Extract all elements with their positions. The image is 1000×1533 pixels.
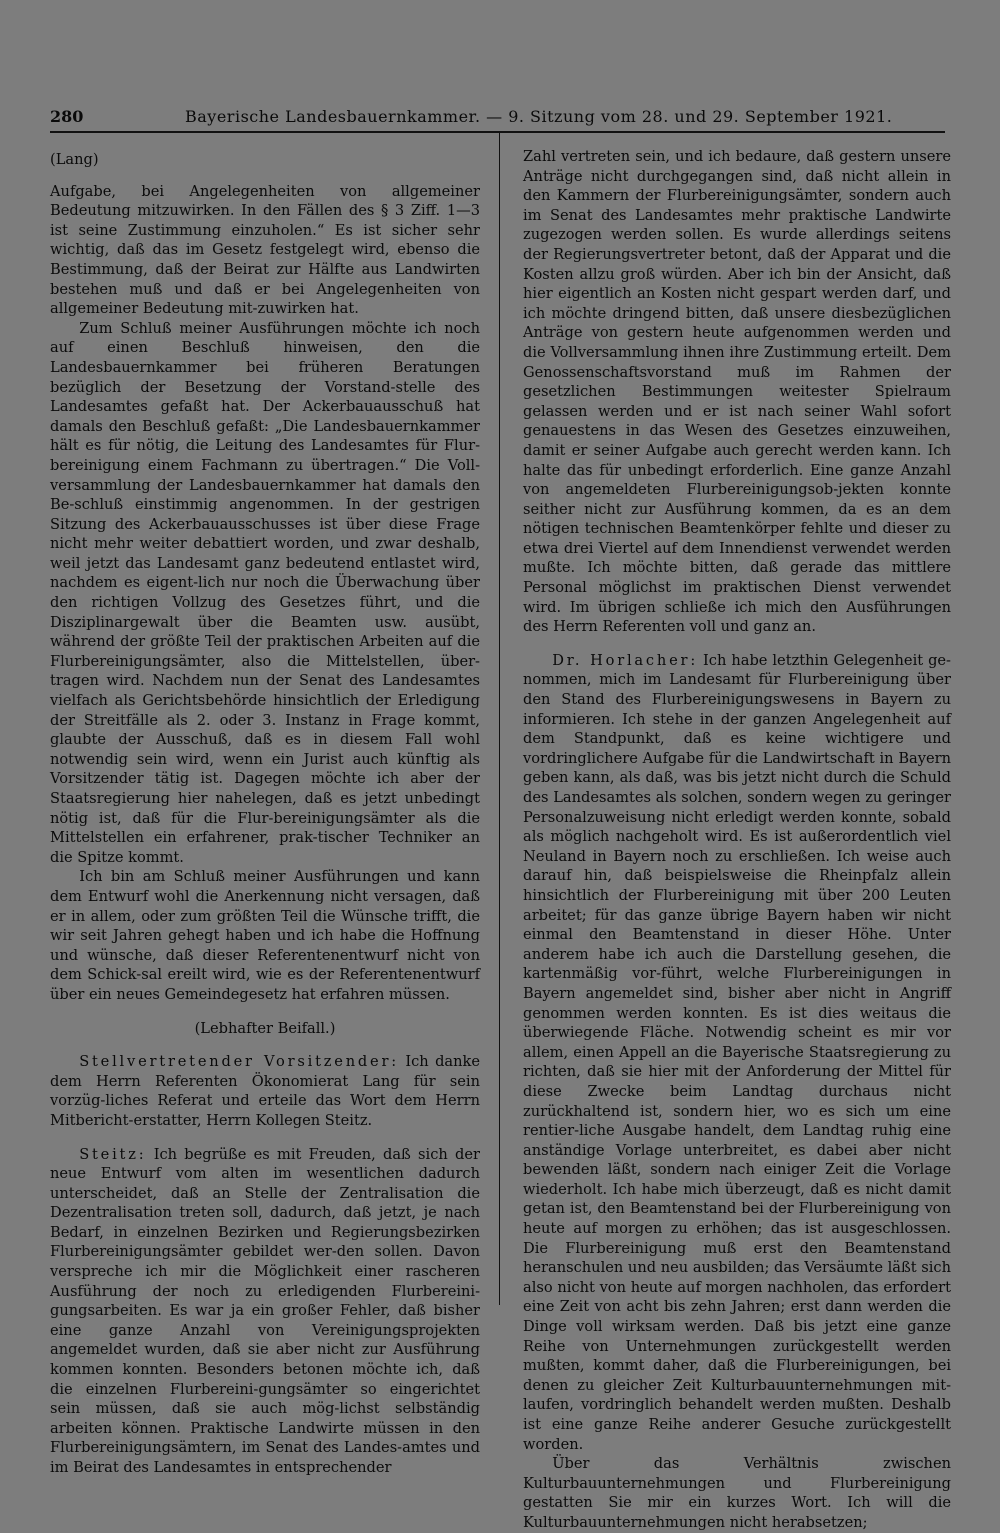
- paragraph-text: Ich habe letzthin Gelegenheit ge-nommen, mich im Landesamt für Flurbereinigung über den Stand des Flurbereinigungswesens in Bayern zu informieren. Ich stehe in der ganzen Angelegenheit auf dem Standpunkt, daß es keine wichtigere und vordringlichere Aufgabe für die Landwirtschaft in Bayern geben kann, als daß, was bis jetzt nicht durch die Schuld des Landesamtes als solchen, sondern wegen zu geringer Personalzuweisung nicht erledigt werden konnte, sobald als möglich nachgeholt wird. Es ist außerordentlich viel Neuland in Bayern noch zu erschließen. Ich weise auch darauf hin, daß beispielsweise die Rheinpfalz allein hinsichtlich der Flurbereinigung mit über 200 Leuten arbeitet; für das ganze übrige Bayern haben wir nicht einmal den Beamtenstand in dieser Höhe. Unter anderem habe ich auch die Darstellung gesehen, die kartenmäßig vor-führt, welche Flurbereinigungen in Bayern angemeldet sind, bisher aber nicht in Angriff genommen werden konnten. Es ist dies weitaus die überwiegende Fläche. Notwendig scheint es mir vor allem, einen Appell an die Bayerische Staatsregierung zu richten, daß sie hier mit der Anforderung der Mittel für diese Zwecke beim Landtag durchaus nicht zurückhaltend ist, sondern hier, wo es sich um eine rentier-liche Ausgabe handelt, dem Landtag ruhig eine anständige Vorlage unterbreitet, es dabei aber nicht bewenden läßt, sondern nach einiger Zeit die Vorlage wiederholt. Ich habe mich überzeugt, daß es nicht damit getan ist, den Beamtenstand bei der Flurbereinigung von heute auf morgen zu erhöhen; das ist ausgeschlossen. Die Flurbereinigung muß erst den Beamtenstand heranschulen und neu ausbilden; das Versäumte läßt sich also nicht von heute auf morgen nachholen, das erfordert eine Zeit von acht bis zehn Jahren; erst dann werden die Dinge voll wirksam werden. Daß bis jetzt eine ganze Reihe von Unternehmungen zurückgestellt werden mußten, kommt daher, daß die Flurbereinigungen, bei denen zu gleicher Zeit Kulturbauunternehmungen mit-laufen, vordringlich behandelt werden mußten. Deshalb ist eine ganze Reihe anderer Gesuche zurückgestellt worden.: [523, 651, 951, 1453]
- speaker-name: Steitz:: [79, 1145, 147, 1163]
- column-divider: [499, 133, 500, 1305]
- speaker-name: Dr. Horlacher:: [552, 651, 699, 669]
- running-title: Bayerische Landesbauernkammer. — 9. Sitzung vom 28. und 29. September 1921.: [185, 107, 893, 126]
- paragraph: [50, 1145, 480, 1478]
- paragraph: Zahl vertreten sein, und ich bedaure, daß gestern unsere Anträge nicht durchgegangen sind, daß nicht allein in den Kammern der Flurbereinigungsämter, sondern auch im Senat des Landesamtes mehr praktische Landwirte zugezogen werden sollen. Es wurde allerdings seitens der Regierungsvertreter betont, daß der Apparat und die Kosten allzu groß würden. Aber ich bin der Ansicht, daß hier eigentlich an Kosten nicht gespart werden darf, und ich möchte dringend bitten, daß unsere diesbezüglichen Anträge von gestern heute aufgenommen werden und die Vollversammlung ihnen ihre Zustimmung erteilt. Dem Genossenschaftsvorstand muß im Rahmen der gesetzlichen Bestimmungen weitester Spielraum gelassen werden und er ist nach seiner Wahl sofort genauestens in das Wesen des Gesetzes einzuweihen, damit er seiner Aufgabe auch gerecht werden kann. Ich halte das für unbedingt erforderlich. Eine ganze Anzahl von angemeldeten Flurbereinigungsob-jekten konnte seither nicht zur Ausführung kommen, da es an dem nötigen technischen Beamtenkörper fehlte und dieser zu etwa drei Viertel auf dem Innendienst verwendet werden mußte. Ich möchte bitten, daß gerade das mittlere Personal möglichst im praktischen Dienst verwendet wird. Im übrigen schließe ich mich den Ausführungen des Herrn Referenten voll und ganz an.: [523, 148, 951, 636]
- applause-note: [50, 1019, 480, 1039]
- paragraph-text: Ich begrüße es mit Freuden, daß sich der neue Entwurf vom alten im wesentlichen dadurch unterscheidet, daß an Stelle der Zentralisation die Dezentralisation treten soll, dadurch, daß jetzt, je nach Bedarf, in einzelnen Bezirken und Regierungsbezirken Flurbereinigungsämter gebildet wer-den sollen. Davon verspreche ich mir die Möglichkeit einer rascheren Ausführung der noch zu erledigenden Flurbereini-gungsarbeiten. Es war ja ein großer Fehler, daß bisher eine ganze Anzahl von Vereinigungsprojekten angemeldet wurden, daß sie aber nicht zur Ausführung kommen konnten. Besonders betonen möchte ich, daß die einzelnen Flurbereini-gungsämter so eingerichtet sein müssen, daß sie auch mög-lichst selbständig arbeiten können. Praktische Landwirte müssen in den Flurbereinigungsämtern, im Senat des Landes-amtes und im Beirat des Landesamtes in entsprechender: [50, 1145, 480, 1476]
- page-header: [50, 104, 945, 130]
- paragraph: Zum Schluß meiner Ausführungen möchte ich noch auf einen Beschluß hinweisen, den die Landesbauernkammer bei früheren Beratungen bezüglich der Besetzung der Vorstand-stelle des Landesamtes gefaßt hat. Der Ackerbauausschuß hat damals den Beschluß gefaßt: „Die Landesbauernkammer hält es für nötig, die Leitung des Landesamtes für Flur-bereinigung einem Fachmann zu übertragen.“ Die Voll-versammlung der Landesbauernkammer hat damals den Be-schluß einstimmig angenommen. In der gestrigen Sitzung des Ackerbauausschusses ist über diese Frage nicht mehr weiter debattiert worden, und zwar deshalb, weil jetzt das Landesamt ganz bedeutend entlastet wird, nachdem es eigent-lich nur noch die Überwachung über den richtigen Vollzug des Gesetzes führt, und die Disziplinargewalt über die Beamten usw. ausübt, während der größte Teil der praktischen Arbeiten auf die Flurbereinigungsämter, also die Mittelstellen, über-tragen wird. Nachdem nun der Senat des Landesamtes vielfach als Gerichtsbehörde hinsichtlich der Erledigung der Streitfälle als 2. oder 3. Instanz in Frage kommt, glaubte der Ausschuß, daß es in diesem Fall wohl notwendig sein wird, wenn ein Jurist auch künftig als Vorsitzender tätig ist. Dagegen möchte ich aber der Staatsregierung hier nahelegen, daß es jetzt unbedingt nötig ist, daß für die Flur-bereinigungsämter als die Mittelstellen ein erfahrener, prak-tischer Techniker an die Spitze kommt.: [50, 319, 480, 866]
- speaker-tag: (Lang): [50, 151, 99, 168]
- left-column: [50, 150, 480, 1478]
- paragraph: Ich bin am Schluß meiner Ausführungen und kann dem Entwurf wohl die Anerkennung nicht versagen, daß er in allem, oder zum größten Teil die Wünsche trifft, die wir seit Jahren gehegt haben und ich habe die Hoffnung und wünsche, daß dieser Referentenentwurf nicht von dem Schick-sal ereilt wird, wie es der Referentenentwurf über ein neues Gemeindegesetz hat erfahren müssen.: [50, 868, 480, 1003]
- applause-text: (Lebhafter Beifall.): [194, 1019, 336, 1037]
- right-column: [523, 147, 951, 1533]
- paragraph-text: Ich danke dem Herrn Referenten Ökonomierat Lang für sein vorzüg-liches Referat und erteile das Wort dem Herrn Mitbericht-erstatter, Herrn Kollegen Steitz.: [50, 1053, 480, 1129]
- paragraph: [50, 1052, 480, 1130]
- page-number: 280: [50, 107, 84, 126]
- paragraph: [523, 651, 951, 1454]
- paragraph: Über das Verhältnis zwischen Kulturbauunternehmungen und Flurbereinigung gestatten Sie mir ein kurzes Wort. Ich will die Kulturbauunternehmungen nicht herabsetzen;: [523, 1455, 951, 1531]
- header-rule: [50, 131, 945, 133]
- paragraph: Aufgabe, bei Angelegenheiten von allgemeiner Bedeutung mitzuwirken. In den Fällen des § 3 Ziff. 1—3 ist seine Zustimmung einzuholen.“ Es ist sicher sehr wichtig, daß das im Gesetz festgelegt wird, ebenso die Bestimmung, daß der Beirat zur Hälfte aus Landwirten bestehen muß und daß er bei Angelegenheiten von allgemeiner Bedeutung mit-zuwirken hat.: [50, 182, 480, 318]
- speaker-name: Stellvertretender Vorsitzender:: [79, 1053, 399, 1071]
